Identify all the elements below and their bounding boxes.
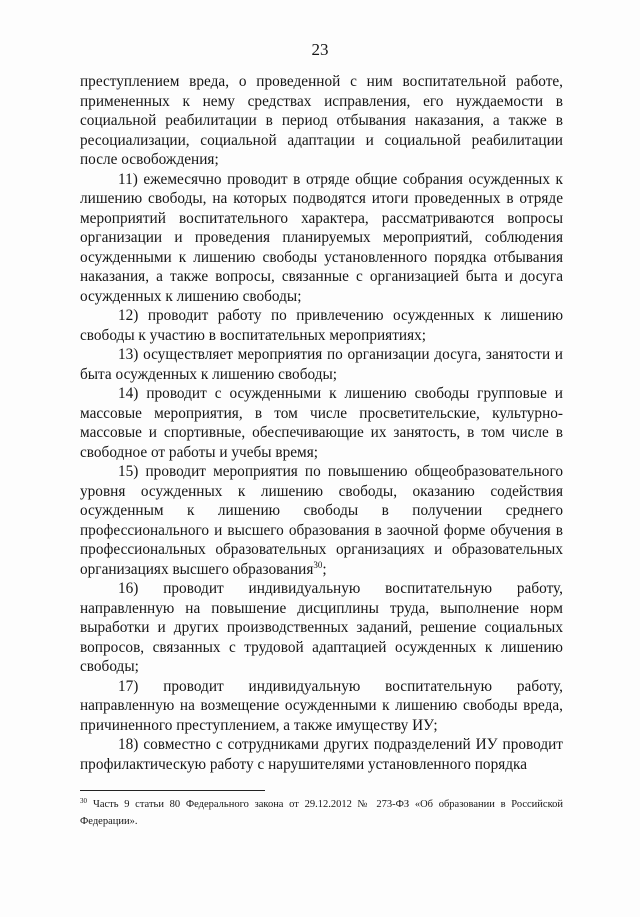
paragraph-item-13: 13) осуществляет мероприятия по организации досуга, занятости и быта осужденных к лишению свободы; [80,346,563,383]
paragraph-continuation: преступлением вреда, о проведенной с ним воспитательной работе, примененных к нему средствах исправления, его нуждаемости в социальной реабилитации в период отбывания наказания, а также в ресоциализации, социальной адаптации и социальной реабилитации после освобождения; [80,73,563,168]
paragraph-item-11: 11) ежемесячно проводит в отряде общие собрания осужденных к лишению свободы, на которых подводятся итоги проведенных в отряде мероприятий воспитательного характера, рассматриваются вопросы организации и проведения планируемых мероприятий, соблюдения осужденными к лишению свободы установленного порядка отбывания наказания, а также вопросы, связанные с организацией быта и досуга осужденных к лишению свободы; [80,170,563,305]
footnote-separator [80,790,265,791]
footnote-number: 30 [80,796,87,805]
paragraph-item-14: 14) проводит с осужденными к лишению свободы групповые и массовые мероприятия, в том числе просветительские, культурно-массовые и спортивные, обеспечивающие их занятость, в том числе в свободное от работы и учебы время; [80,385,563,461]
page-number: 23 [311,40,329,59]
paragraph-item-18: 18) совместно с сотрудниками других подразделений ИУ проводит профилактическую работу с нарушителями установленного порядка [80,736,563,773]
footnote-reference: 30 [313,559,323,570]
paragraph-item-15-tail: ; [322,560,327,578]
paragraph-item-15 [80,462,563,579]
paragraph-item-17: 17) проводит индивидуальную воспитательную работу, направленную на возмещение осужденными к лишению свободы вреда, причиненного преступлением, а также имуществу ИУ; [80,677,563,734]
paragraph-item-15-text: 15) проводит мероприятия по повышению общеобразовательного уровня осужденных к лишению свободы, оказанию содействия осужденным к лишению свободы в получении среднего профессионального и высшего образования в заочной форме обучения в профессиональных образовательных организациях и образовательных организациях высшего образования [80,463,563,578]
footnote [80,796,563,830]
paragraph-item-16: 16) проводит индивидуальную воспитательную работу, направленную на повышение дисциплины труда, выполнение норм выработки и других производственных заданий, решение социальных вопросов, связанных с трудовой адаптацией осужденных к лишению свободы; [80,580,563,675]
paragraph-item-12: 12) проводит работу по привлечению осужденных к лишению свободы к участию в воспитательных мероприятиях; [80,307,563,344]
footnote-text: Часть 9 статьи 80 Федерального закона от 29.12.2012 № 273-ФЗ «Об образовании в Российской Федерации». [80,799,563,827]
body-text [80,72,563,774]
